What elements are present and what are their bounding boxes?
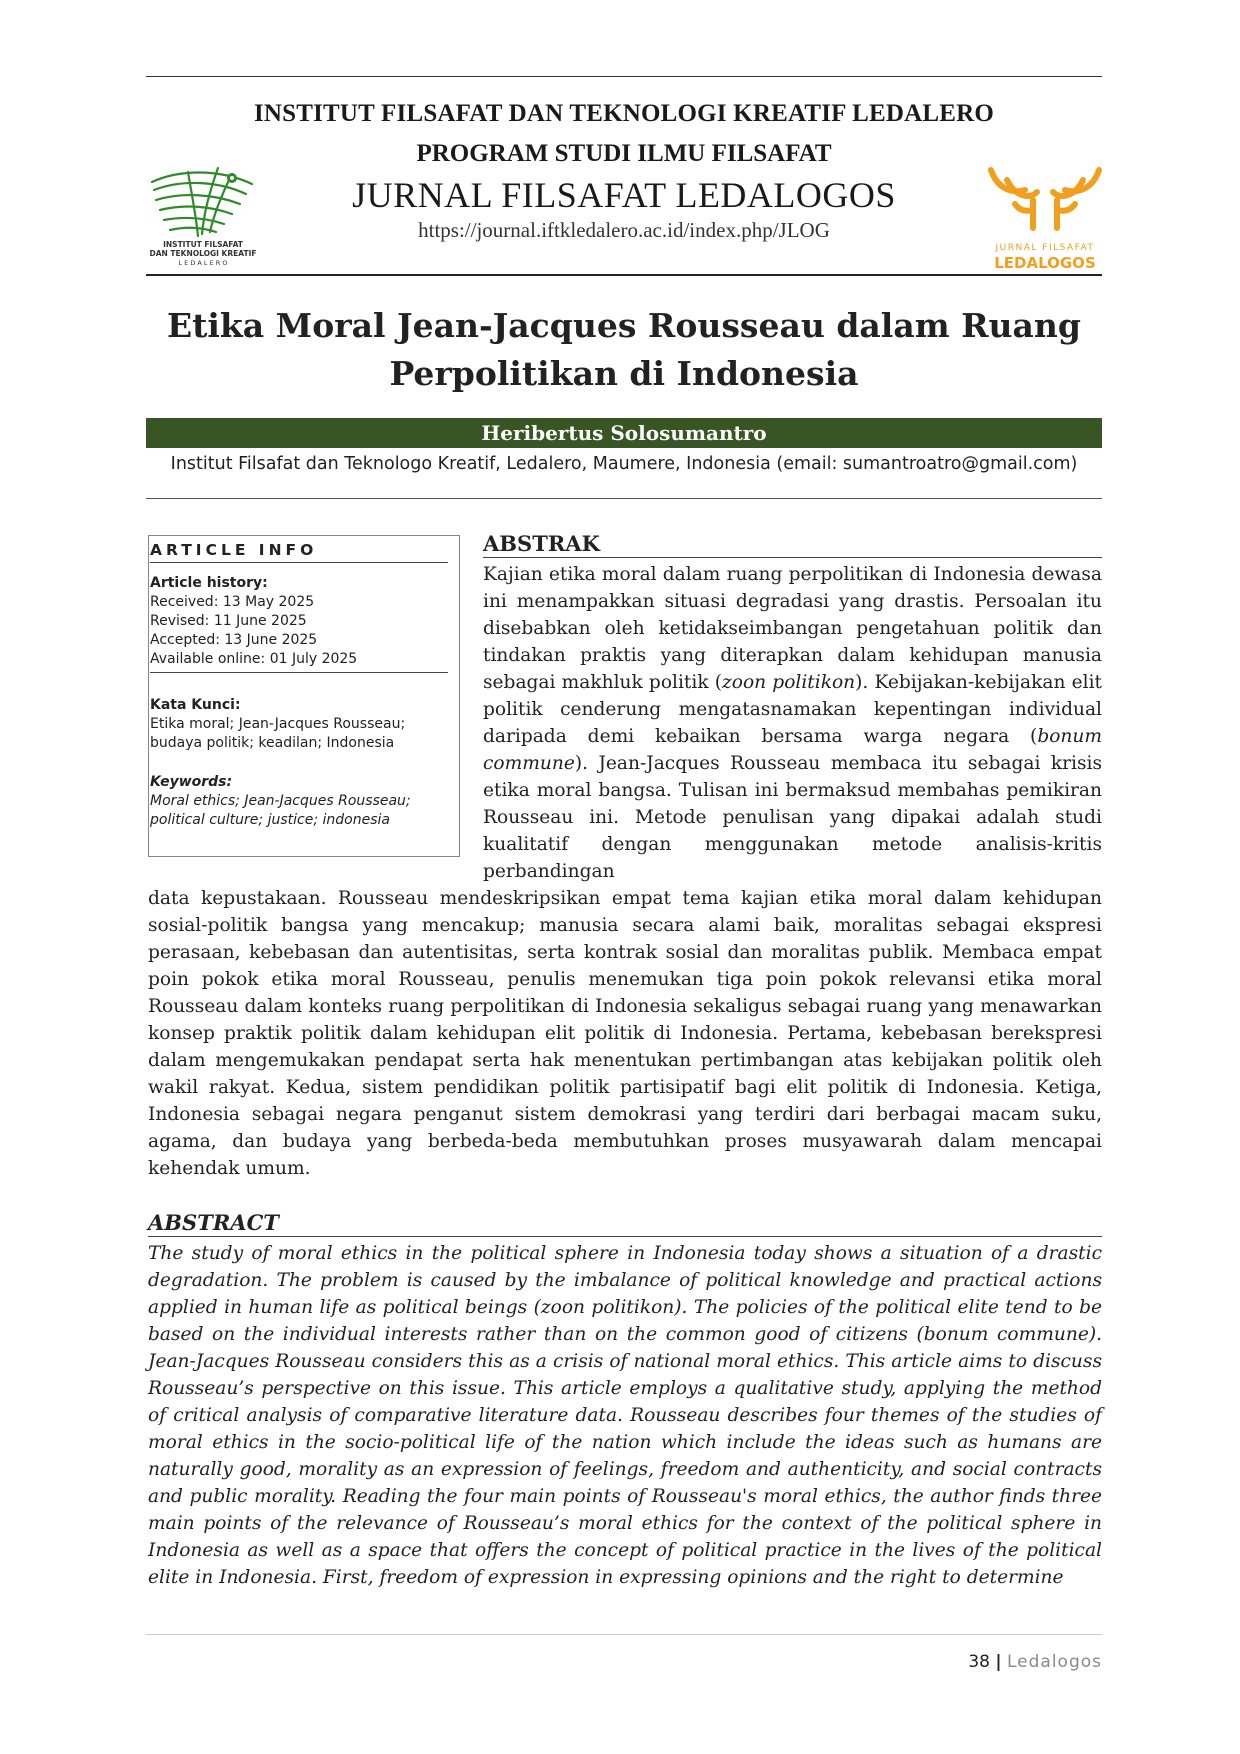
page-footer [968, 1652, 1102, 1672]
received-date: Received: 13 May 2025 [150, 594, 315, 610]
top-rule [146, 76, 1102, 77]
revised-date: Revised: 11 June 2025 [150, 613, 307, 629]
logo-right-line2: LEDALOGOS [994, 254, 1096, 272]
abstrak-text [483, 561, 1102, 885]
keywords [150, 773, 450, 830]
article-title [146, 302, 1102, 398]
keywords-line-2: political culture; justice; indonesia [150, 812, 390, 828]
journal-url[interactable]: https://journal.iftkledalero.ac.id/index.php/JLOG [418, 218, 830, 242]
footer-rule [146, 1634, 1102, 1635]
abstrak-part-2: ). Kebijakan-kebijakan elit politik cenderung mengatasnamakan kepentingan individual daripada demi kebaikan bersama warga negara ( [483, 672, 1102, 747]
abstrak-part-1: Kajian etika moral dalam ruang perpolitikan di Indonesia dewasa ini menampakkan situasi degradasi yang drastis. Persoalan itu disebabkan oleh ketidakseimbangan pengetahuan politik dan tindakan praktis yang diterapkan dalam kehidupan manusia sebagai makhluk politik ( [483, 564, 1102, 693]
title-line-2: Perpolitikan di Indonesia [389, 354, 859, 393]
footer-journal-name: Ledalogos [1006, 1652, 1102, 1672]
author-affiliation: Institut Filsafat dan Teknologo Kreatif, Ledalero, Maumere, Indonesia (email: sumantroatro@gmail.com) [170, 454, 1078, 474]
journal-name: JURNAL FILSAFAT LEDALOGOS [352, 175, 896, 215]
history-label: Article history: [150, 575, 268, 591]
available-date: Available online: 01 July 2025 [150, 651, 358, 667]
logo-right-line1: JURNAL FILSAFAT [995, 243, 1095, 253]
accepted-date: Accepted: 13 June 2025 [150, 632, 318, 648]
article-history [150, 574, 450, 669]
logo-left-line1: INSTITUT FILSAFAT [163, 240, 243, 249]
affiliation-rule [146, 498, 1102, 499]
abstrak-part-3: ). Jean-Jacques Rousseau membaca itu sebagai krisis etika moral bangsa. Tulisan ini bermaksud membahas pemikiran Rousseau ini. Metode penulisan yang dipakai adalah studi kualitatif dengan menggunakan metode analisis-kritis perbandingan [483, 753, 1102, 882]
logo-left-line2: DAN TEKNOLOGI KREATIF [149, 249, 257, 258]
journal-logo [985, 160, 1105, 272]
title-line-1: Etika Moral Jean-Jacques Rousseau dalam Ruang [167, 306, 1081, 345]
program-name: PROGRAM STUDI ILMU FILSAFAT [416, 140, 832, 167]
logo-left-line3: L E D A L E R O [178, 259, 228, 267]
abstrak-rule [483, 557, 1102, 558]
article-info-heading: ARTICLE INFO [150, 541, 318, 559]
kata-kunci-line-1: Etika moral; Jean-Jacques Rousseau; [150, 716, 406, 732]
abstract-text: The study of moral ethics in the political sphere in Indonesia today shows a situation of a drastic degradation. The problem is caused by the imbalance of political knowledge and practical actions applied in human life as political beings (zoon politikon). The policies of the political elite tend to be based on the individual interests rather than on the common good of citizens (bonum commune). Jean-Jacques Rousseau considers this as a crisis of national moral ethics. This article aims to discuss Rousseau’s perspective on this issue. This article employs a qualitative study, applying the method of critical analysis of comparative literature data. Rousseau describes four themes of the studies of moral ethics in the socio-political life of the nation which include the ideas such as humans are naturally good, morality as an expression of feelings, freedom and authenticity, and social contracts and public morality. Reading the four main points of Rousseau's moral ethics, the author finds three main points of the relevance of Rousseau’s moral ethics for the context of the political sphere in Indonesia as well as a space that offers the concept of political practice in the lives of the political elite in Indonesia. First, freedom of expression in expressing opinions and the right to determine [148, 1243, 1102, 1588]
kata-kunci-line-2: budaya politik; keadilan; Indonesia [150, 735, 395, 751]
abstrak-italic-2: bonum commune [483, 726, 1102, 774]
keywords-label: Keywords: [150, 774, 233, 790]
article-info-rule [150, 562, 448, 563]
article-info-rule-2 [150, 672, 448, 673]
page-number: 38 [968, 1652, 990, 1672]
abstrak-italic-1: zoon politikon [722, 672, 856, 693]
author-name: Heribertus Solosumantro [146, 418, 1102, 448]
institute-name: INSTITUT FILSAFAT DAN TEKNOLOGI KREATIF LEDALERO [253, 100, 995, 127]
footer-separator: | [995, 1652, 1002, 1672]
abstract-rule [148, 1236, 1102, 1237]
kata-kunci [150, 696, 450, 753]
keywords-line-1: Moral ethics; Jean-Jacques Rousseau; [150, 793, 411, 809]
kata-kunci-label: Kata Kunci: [150, 697, 241, 713]
abstrak-text-continued: data kepustakaan. Rousseau mendeskripsikan empat tema kajian etika moral dalam kehidupan sosial-politik bangsa yang mencakup; manusia secara alami baik, moralitas sebagai ekspresi perasaan, kebebasan dan autentisitas, serta kontrak sosial dan moralitas publik. Membaca empat poin pokok etika moral Rousseau, penulis menemukan tiga poin pokok relevansi etika moral Rousseau dalam konteks ruang perpolitikan di Indonesia sekaligus sebagai ruang yang menawarkan konsep praktik politik dalam kehidupan elit politik di Indonesia. Pertama, kebebasan berekspresi dalam mengemukakan pendapat serta hak menentukan pertimbangan atas kebijakan politik oleh wakil rakyat. Kedua, sistem pendidikan politik partisipatif bagi elit politik di Indonesia. Ketiga, Indonesia sebagai negara penganut sistem demokrasi yang terdiri dari berbagai macam suku, agama, dan budaya yang berbeda-beda membutuhkan proses musyawarah dalam mencapai kehendak umum. [148, 888, 1102, 1179]
abstrak-heading: ABSTRAK [483, 531, 600, 556]
abstract-heading: ABSTRACT [148, 1210, 279, 1235]
institute-logo [148, 160, 258, 268]
header-rule [146, 274, 1102, 276]
